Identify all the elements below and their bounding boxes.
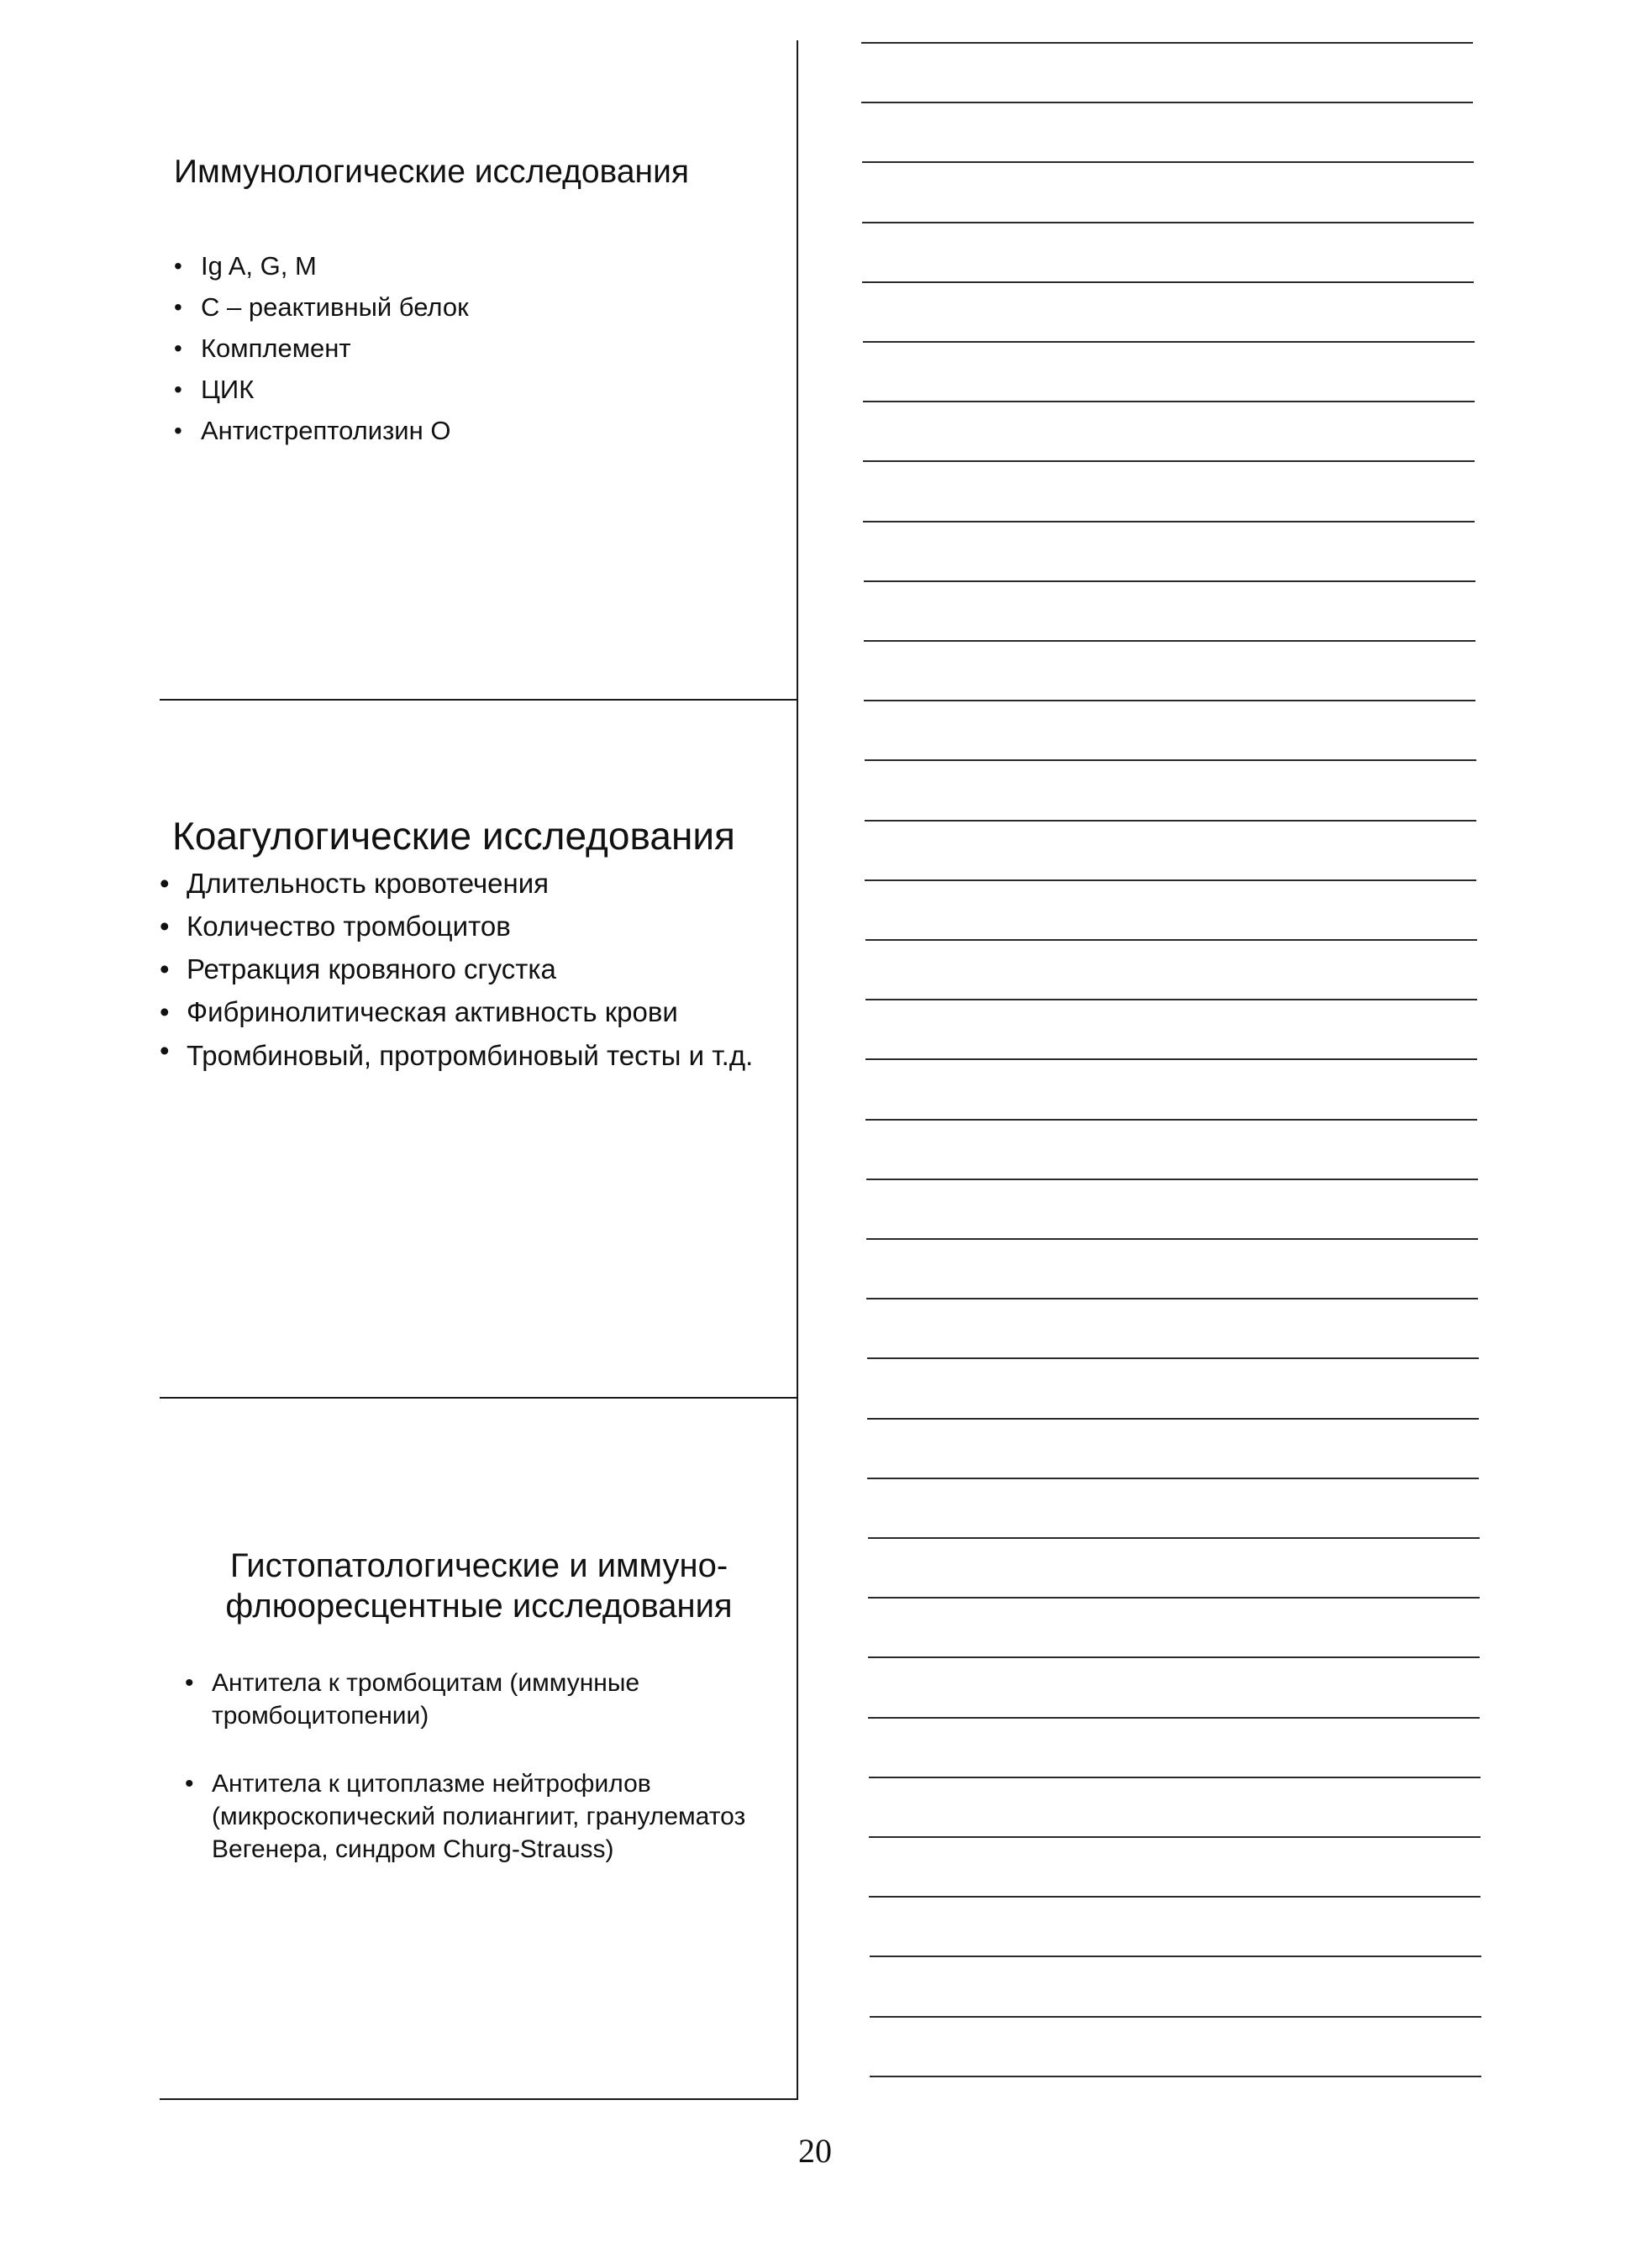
note-line xyxy=(865,820,1476,822)
note-line xyxy=(869,1896,1481,1898)
bullet-item: • Длительность кровотечения xyxy=(160,862,790,905)
note-line xyxy=(870,2076,1481,2077)
bullet-list xyxy=(160,862,790,1074)
note-line xyxy=(868,1656,1480,1658)
note-line xyxy=(862,222,1474,223)
note-line xyxy=(865,1058,1477,1060)
note-line xyxy=(866,1298,1478,1299)
note-line xyxy=(870,2016,1481,2018)
note-line xyxy=(862,281,1474,283)
note-line xyxy=(869,1777,1481,1778)
note-line xyxy=(865,939,1477,941)
note-line xyxy=(863,521,1475,522)
note-line xyxy=(867,1418,1479,1420)
note-line xyxy=(869,1836,1481,1838)
slide-title: Гистопатологические и иммуно-флюоресцентные исследования xyxy=(225,1547,733,1625)
note-line xyxy=(863,460,1475,462)
bullet-item: • C – реактивный белок xyxy=(174,286,796,328)
note-line xyxy=(865,759,1476,761)
note-line xyxy=(866,1238,1478,1240)
slide-separator xyxy=(160,1397,798,1399)
bullet-item: • Антитела к цитоплазме нейтрофилов (микроскопический полиангиит, гранулематоз Вегенера, синдром Churg-Strauss) xyxy=(185,1767,798,1866)
note-line xyxy=(864,640,1475,642)
note-line xyxy=(861,102,1473,103)
note-line xyxy=(866,1179,1478,1180)
note-line xyxy=(867,1478,1479,1479)
bullet-list xyxy=(185,1667,798,1866)
slide-immunological xyxy=(174,151,796,451)
slide-title: Коагулогические исследования xyxy=(172,814,735,858)
note-line xyxy=(864,700,1475,701)
note-line xyxy=(868,1537,1480,1539)
slide-separator xyxy=(160,699,798,701)
note-line xyxy=(863,401,1475,402)
note-line xyxy=(867,1357,1479,1359)
note-line xyxy=(863,341,1475,343)
slide-coagulological xyxy=(160,813,790,1074)
bullet-item: • Антитела к тромбоцитам (иммунные тромбоцитопении) xyxy=(185,1667,798,1732)
note-line xyxy=(870,1956,1481,1957)
bullet-item: • Комплемент xyxy=(174,328,796,369)
bullet-item: • Антистрептолизин О xyxy=(174,410,796,451)
slide-histopathological xyxy=(185,1546,798,1901)
note-line xyxy=(868,1717,1480,1719)
note-line xyxy=(862,161,1474,163)
page-number: 20 xyxy=(798,2132,832,2170)
bullet-list xyxy=(174,245,796,451)
note-line xyxy=(865,999,1477,1000)
bullet-item: • Фибринолитическая активность крови xyxy=(160,990,790,1033)
slide-separator xyxy=(160,2098,798,2100)
bullet-item: • Ретракция кровяного сгустка xyxy=(160,948,790,990)
bullet-item: • ЦИК xyxy=(174,369,796,410)
note-line xyxy=(865,1119,1477,1121)
note-line xyxy=(868,1597,1480,1599)
bullet-item: • Ig A, G, M xyxy=(174,245,796,286)
note-line xyxy=(861,42,1473,44)
bullet-item: • Тромбиновый, протромбиновый тесты и т.д. xyxy=(160,1033,790,1074)
note-line xyxy=(864,580,1475,582)
bullet-item: • Количество тромбоцитов xyxy=(160,905,790,948)
note-line xyxy=(865,879,1476,881)
slide-title: Иммунологические исследования xyxy=(174,154,689,190)
